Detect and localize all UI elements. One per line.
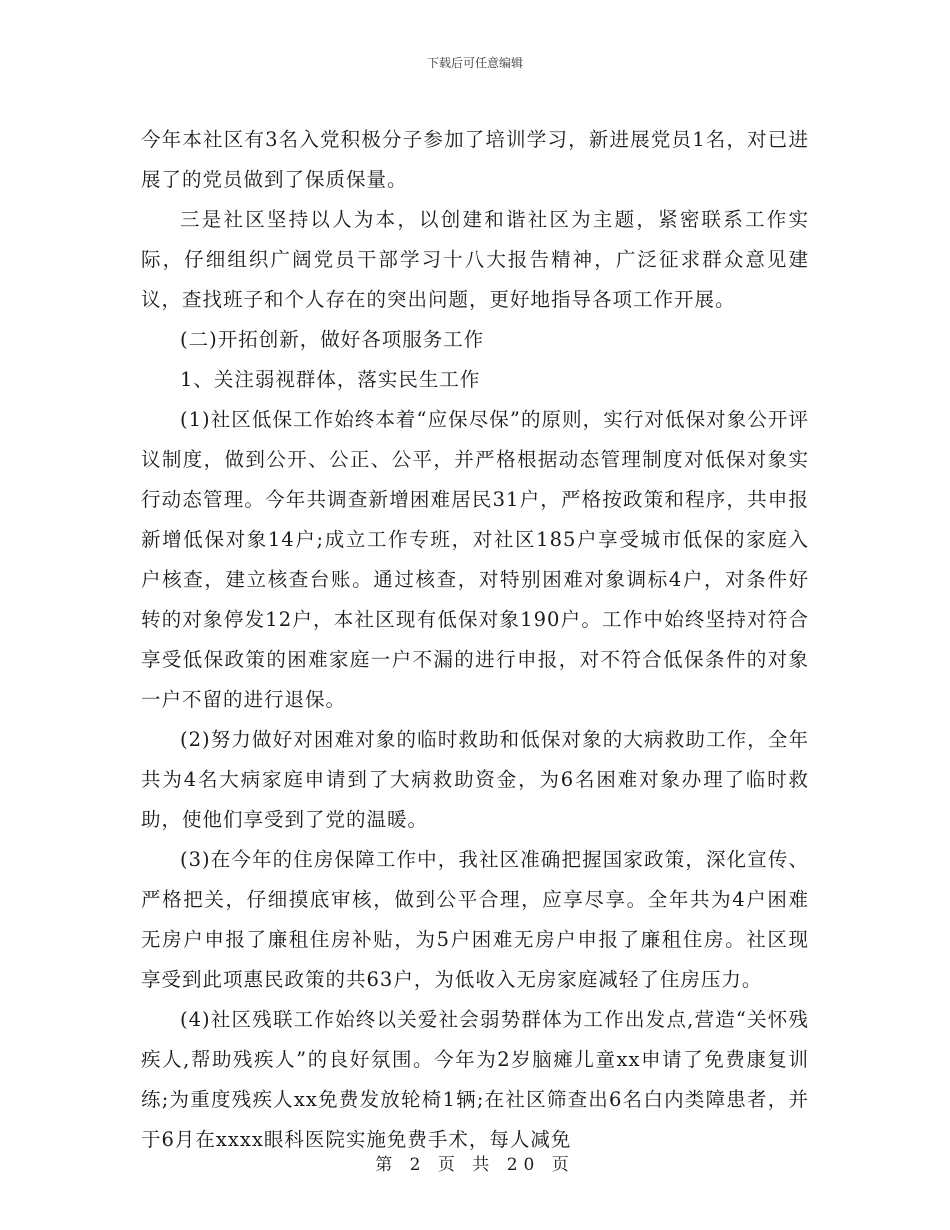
paragraph-2: 三是社区坚持以人为本，以创建和谐社区为主题，紧密联系工作实际，仔细组织广阔党员干部学习十八大报告精神，广泛征求群众意见建议，查找班子和个人存在的突出问题，更好地指导各项工作开展。 — [141, 208, 809, 311]
paragraph-item-3: (3)在今年的住房保障工作中，我社区准确把握国家政策，深化宣传、严格把关，仔细摸底审核，做到公平合理，应享尽享。全年共为4户困难无房户申报了廉租住房补贴，为5户困难无房户申报了廉租住房。社区现享受到此项惠民政策的共63户，为低收入无房家庭减轻了住房压力。 — [141, 848, 809, 991]
document-body — [141, 120, 809, 1160]
section-heading-2: (二)开拓创新，做好各项服务工作 — [180, 328, 485, 351]
paragraph-item-1: (1)社区低保工作始终本着“应保尽保”的原则，实行对低保对象公开评议制度，做到公开、公正、公平，并严格根据动态管理制度对低保对象实行动态管理。今年共调查新增困难居民31户，严格按政策和程序，共申报新增低保对象14户;成立工作专班，对社区185户享受城市低保的家庭入户核查，建立核查台账。通过核查，对特别困难对象调标4户，对条件好转的对象停发12户，本社区现有低保对象190户。工作中始终坚持对符合享受低保政策的困难家庭一户不漏的进行申报，对不符合低保条件的对象一户不留的进行退保。 — [141, 408, 809, 711]
subsection-heading-1: 1、关注弱视群体，落实民生工作 — [180, 368, 481, 391]
paragraph-item-4: (4)社区残联工作始终以关爱社会弱势群体为工作出发点,营造“关怀残疾人,帮助残疾人”的良好氛围。今年为2岁脑瘫儿童xx申请了免费康复训练;为重度残疾人xx免费发放轮椅1辆;在社区筛查出6名白内类障患者，并于6月在xxxx眼科医院实施免费手术，每人减免 — [141, 1008, 809, 1151]
paragraph-1: 今年本社区有3名入党积极分子参加了培训学习，新进展党员1名，对已进展了的党员做到了保质保量。 — [141, 128, 809, 191]
page-header: 下载后可任意编辑 — [426, 56, 523, 70]
paragraph-item-2: (2)努力做好对困难对象的临时救助和低保对象的大病救助工作，全年共为4名大病家庭申请到了大病救助资金，为6名困难对象办理了临时救助，使他们享受到了党的温暖。 — [141, 728, 809, 831]
page-footer: 第 2 页 共 20 页 — [375, 1155, 575, 1175]
